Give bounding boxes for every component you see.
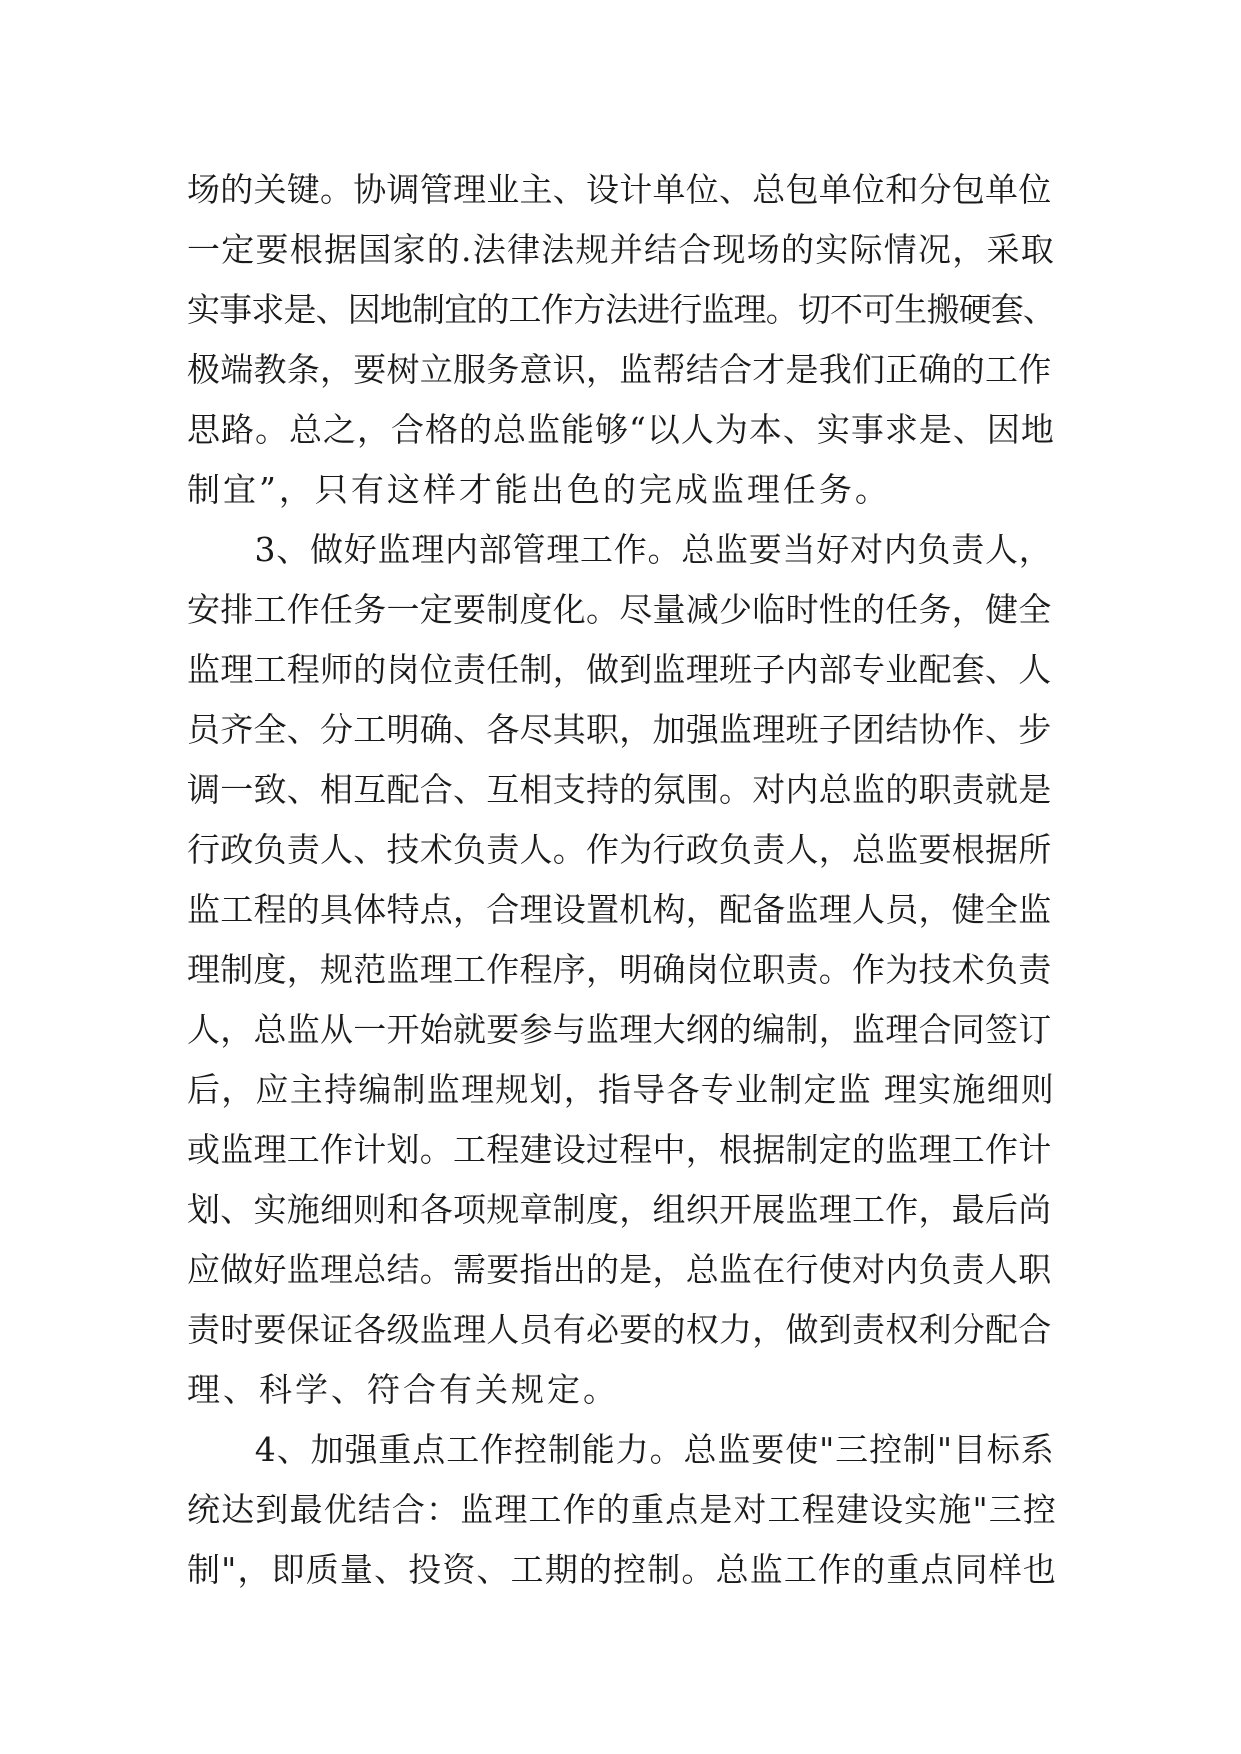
text-line: 理、科学、符合有关规定。 (187, 1370, 619, 1409)
text-line: 调一致、相互配合、互相支持的氛围。对内总监的职责就是 (187, 770, 1052, 809)
text-line: 行政负责人、技术负责人。作为行政负责人，总监要根据所 (187, 830, 1052, 869)
text-line: 或监理工作计划。工程建设过程中，根据制定的监理工作计 (187, 1130, 1052, 1169)
text-line: 统达到最优结合：监理工作的重点是对工程建设实施"三控 (187, 1490, 1058, 1529)
paragraph-4-first-line: 4、加强重点工作控制能力。总监要使"三控制"目标系 (187, 1430, 1055, 1469)
text-line: 场的关键。协调管理业主、设计单位、总包单位和分包单位 (187, 170, 1052, 209)
body-text (187, 160, 1058, 1600)
text-line: 责时要保证各级监理人员有必要的权力，做到责权利分配合 (187, 1310, 1052, 1349)
text-line: 后，应主持编制监理规划，指导各专业制定监 理实施细则 (187, 1070, 1055, 1109)
text-line: 员齐全、分工明确、各尽其职，加强监理班子团结协作、步 (187, 710, 1052, 749)
text-line: 理制度，规范监理工作程序，明确岗位职责。作为技术负责 (187, 950, 1052, 989)
text-line: 一定要根据国家的.法律法规并结合现场的实际情况，采取 (187, 230, 1055, 269)
text-line: 人，总监从一开始就要参与监理大纲的编制，监理合同签订 (187, 1010, 1052, 1049)
text-line: 划、实施细则和各项规章制度，组织开展监理工作，最后尚 (187, 1190, 1052, 1229)
text-line: 监理工程师的岗位责任制，做到监理班子内部专业配套、人 (187, 650, 1052, 689)
text-line: 监工程的具体特点，合理设置机构，配备监理人员，健全监 (187, 890, 1052, 929)
text-line: 制宜”，只有这样才能出色的完成监理任务。 (187, 470, 891, 509)
text-line: 制"，即质量、投资、工期的控制。总监工作的重点同样也 (187, 1550, 1058, 1589)
text-line: 安排工作任务一定要制度化。尽量减少临时性的任务，健全 (187, 590, 1052, 629)
paragraph-3-first-line: 3、做好监理内部管理工作。总监要当好对内负责人， (187, 530, 1053, 569)
text-line: 实事求是、因地制宜的工作方法进行监理。切不可生搬硬套、 (187, 290, 1056, 329)
text-line: 思路。总之，合格的总监能够“以人为本、实事求是、因地 (187, 410, 1055, 449)
text-line: 极端教条，要树立服务意识，监帮结合才是我们正确的工作 (187, 350, 1052, 389)
text-line: 应做好监理总结。需要指出的是，总监在行使对内负责人职 (187, 1250, 1052, 1289)
